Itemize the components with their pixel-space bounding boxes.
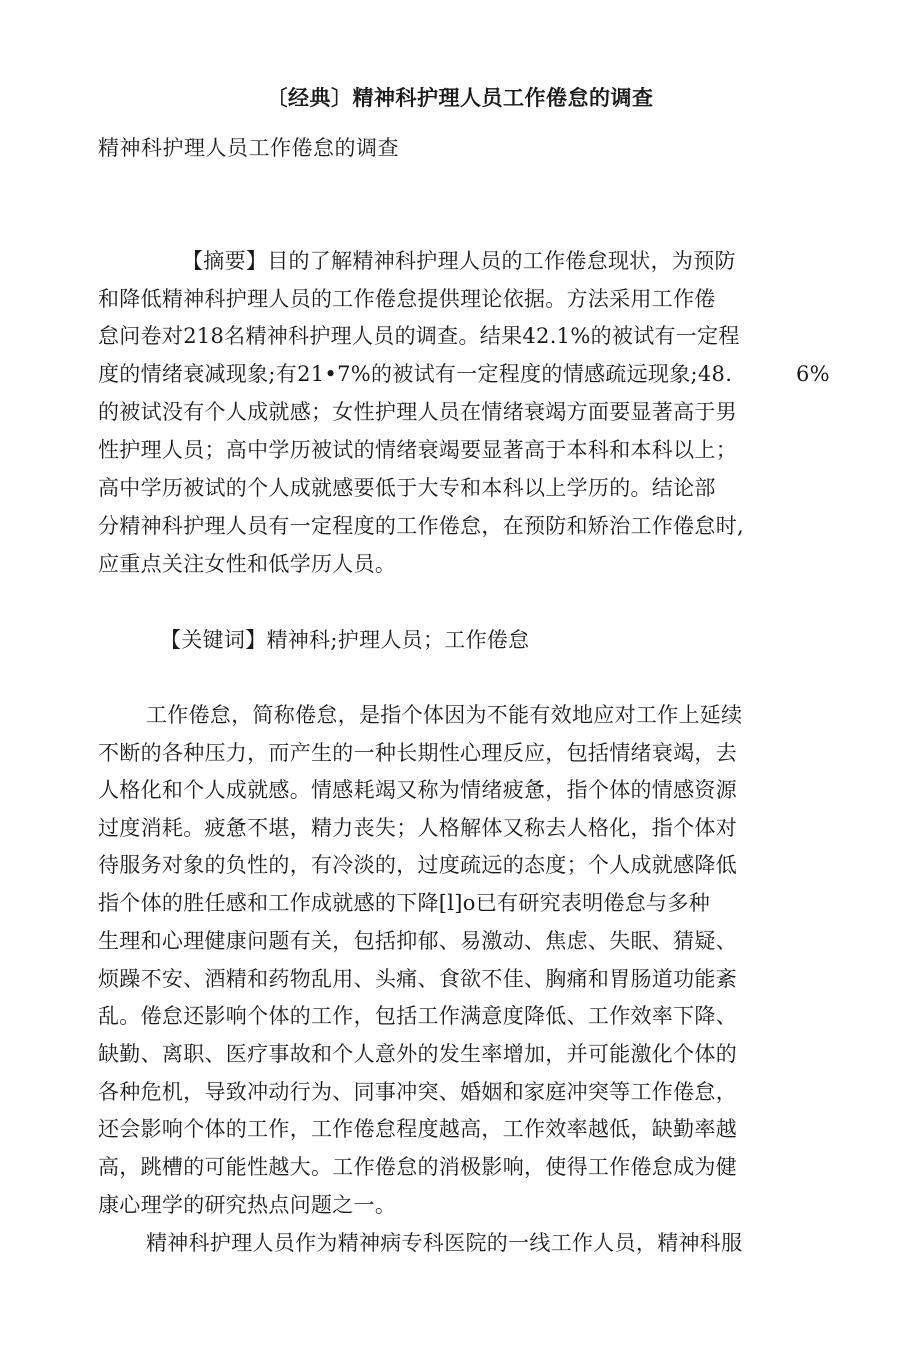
body-line: 还会影响个体的工作，工作倦怠程度越高，工作效率越低，缺勤率越: [98, 1117, 737, 1141]
abstract-line: 和降低精神科护理人员的工作倦怠提供理论依据。方法采用工作倦: [98, 287, 716, 311]
document-subtitle: 精神科护理人员工作倦怠的调查: [98, 136, 399, 160]
body-line: 缺勤、离职、医疗事故和个人意外的发生率增加，并可能激化个体的: [98, 1042, 737, 1066]
abstract-line: 【摘要】目的了解精神科护理人员的工作倦怠现状，为预防: [182, 249, 736, 273]
abstract-line: 分精神科护理人员有一定程度的工作倦怠，在预防和矫治工作倦怠时,: [98, 514, 744, 538]
body-line: 各种危机，导致冲动行为、同事冲突、婚姻和家庭冲突等工作倦怠，: [98, 1080, 737, 1104]
body-line: 烦躁不安、酒精和药物乱用、头痛、食欲不佳、胸痛和胃肠道功能紊: [98, 967, 737, 991]
body-line: 人格化和个人成就感。情感耗竭又称为情绪疲惫，指个体的情感资源: [98, 778, 737, 802]
abstract-line: 应重点关注女性和低学历人员。: [98, 552, 397, 576]
abstract-line-tail: 6%: [796, 362, 830, 386]
body-line: 过度消耗。疲惫不堪，精力丧失；人格解体又称去人格化，指个体对: [98, 816, 737, 840]
abstract-line: 的被试没有个人成就感；女性护理人员在情绪衰竭方面要显著高于男: [98, 400, 737, 424]
body-line: 康心理学的研究热点问题之一。: [98, 1193, 397, 1217]
body-line: 指个体的胜任感和工作成就感的下降[l]o已有研究表明倦怠与多种: [98, 891, 711, 915]
body-line: 不断的各种压力，而产生的一种长期性心理反应，包括情绪衰竭，去: [98, 741, 737, 765]
abstract-line: 性护理人员；高中学历被试的情绪衰竭要显著高于本科和本科以上；: [98, 438, 737, 462]
keywords-line: 【关键词】精神科;护理人员；工作倦怠: [160, 628, 530, 652]
body-line: 精神科护理人员作为精神病专科医院的一线工作人员，精神科服: [146, 1231, 743, 1255]
body-line: 待服务对象的负性的，有冷淡的，过度疏远的态度；个人成就感降低: [98, 853, 737, 877]
body-line: 生理和心理健康问题有关，包括抑郁、易激动、焦虑、失眠、猜疑、: [98, 929, 737, 953]
body-line: 高，跳槽的可能性越大。工作倦怠的消极影响，使得工作倦怠成为健: [98, 1155, 737, 1179]
abstract-line: 怠问卷对218名精神科护理人员的调查。结果42.1%的被试有一定程: [98, 324, 740, 348]
body-line: 乱。倦怠还影响个体的工作，包括工作满意度降低、工作效率下降、: [98, 1004, 737, 1028]
abstract-line: 高中学历被试的个人成就感要低于大专和本科以上学历的。结论部: [98, 476, 716, 500]
abstract-line: 度的情绪衰减现象;有21•7%的被试有一定程度的情感疏远现象;48.: [98, 362, 733, 386]
body-line: 工作倦怠，简称倦怠，是指个体因为不能有效地应对工作上延续: [146, 703, 743, 727]
document-title: 〔经典〕精神科护理人员工作倦怠的调查: [266, 86, 654, 110]
